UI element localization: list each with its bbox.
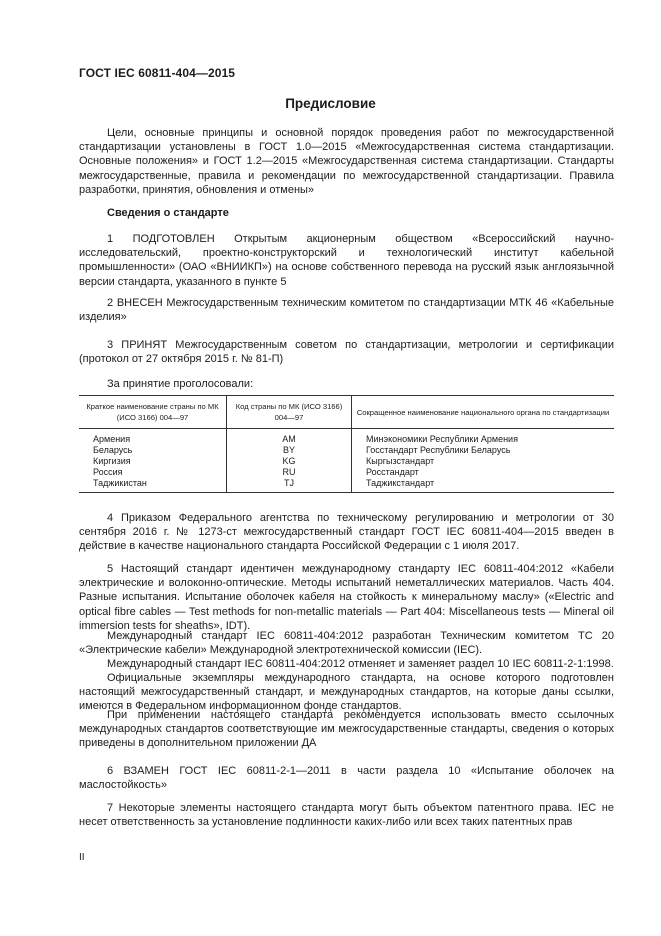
code-cell: TJ	[227, 478, 352, 493]
body-cell: Таджикстандарт	[352, 478, 615, 493]
page-number: II	[79, 852, 85, 863]
paragraph-3: 3 ПРИНЯТ Межгосударственным советом по стандартизации, метрологии и сертификации (протокол от 27 октября 2015 г. № 81-П)	[79, 339, 614, 366]
paragraph-4: 4 Приказом Федерального агентства по техническому регулированию и метрологии от 30 сентября 2016 г. № 1273-ст межгосударственный стандарт ГОСТ IEC 60811-404—2015 введен в действие в качестве национального стандарта Российской Федерации с 1 июля 2017.	[79, 512, 614, 553]
paragraph-6: 6 ВЗАМЕН ГОСТ IEC 60811-2-1—2011 в части раздела 10 «Испытание оболочек на маслостойкость»	[79, 765, 614, 792]
body-cell: Росстандарт	[352, 467, 615, 478]
table-header-body: Сокращенное наименование национального органа по стандартизации	[352, 396, 615, 429]
body-cell: Госстандарт Республики Беларусь	[352, 445, 615, 456]
country-cell: Беларусь	[93, 445, 133, 455]
paragraph-2: 2 ВНЕСЕН Межгосударственным техническим комитетом по стандартизации МТК 46 «Кабельные изделия»	[79, 297, 614, 324]
body-cell: Кыргызстандарт	[352, 456, 615, 467]
country-cell: Армения	[93, 434, 131, 444]
section-heading: Сведения о стандарте	[107, 207, 229, 219]
table-row	[79, 445, 614, 456]
code-cell: KG	[227, 456, 352, 467]
body-cell: Минэкономики Республики Армения	[352, 429, 615, 446]
table-row	[79, 478, 614, 493]
table-header-code: Код страны по МК (ИСО 3166) 004—97	[227, 396, 352, 429]
table-row	[79, 429, 614, 446]
voting-table	[79, 395, 614, 493]
paragraph-5d: Официальные экземпляры международного стандарта, на основе которого подготовлен настоящий межгосударственный стандарт, и международных стандартов, на которые даны ссылки, имеются в Федеральном информационном фонде стандартов.	[79, 672, 614, 713]
country-cell: Киргизия	[93, 456, 131, 466]
document-header: ГОСТ IEC 60811-404—2015	[79, 66, 236, 80]
paragraph-5b: Международный стандарт IEC 60811-404:2012 разработан Техническим комитетом ТС 20 «Электрические кабели» Международной электротехнической комиссии (IEC).	[79, 630, 614, 657]
code-cell: AM	[227, 429, 352, 446]
table-row	[79, 467, 614, 478]
paragraph-7: 7 Некоторые элементы настоящего стандарта могут быть объектом патентного права. IEC не несет ответственность за установление подлинности каких-либо или всех таких патентных прав	[79, 802, 614, 829]
intro-paragraph: Цели, основные принципы и основной порядок проведения работ по межгосударственной стандартизации установлены в ГОСТ 1.0—2015 «Межгосударственная система стандартизации. Основные положения» и ГОСТ 1.2—2015 «Межгосударственная система стандартизации. Стандарты межгосударственные, правила и рекомендации по межгосударственной стандартизации. Правила разработки, принятия, обновления и отмены»	[79, 127, 614, 196]
votes-label: За принятие проголосовали:	[107, 378, 254, 390]
code-cell: BY	[227, 445, 352, 456]
table-row	[79, 456, 614, 467]
paragraph-1: 1 ПОДГОТОВЛЕН Открытым акционерным обществом «Всероссийский научно-исследовательский, проектно-конструкторский и технологический институт кабельной промышленности» (ОАО «ВНИИКП») на основе собственного перевода на русский язык англоязычной версии стандарта, указанного в пункте 5	[79, 233, 614, 288]
country-cell: Таджикистан	[79, 478, 227, 493]
page-title: Предисловие	[285, 96, 376, 111]
country-cell: Россия	[93, 467, 123, 477]
paragraph-5e: При применении настоящего стандарта рекомендуется использовать вместо ссылочных международных стандартов соответствующие им межгосударственные стандарты, сведения о которых приведены в дополнительном приложении ДА	[79, 709, 614, 750]
paragraph-5: 5 Настоящий стандарт идентичен международному стандарту IEC 60811-404:2012 «Кабели электрические и волоконно-оптические. Методы испытаний неметаллических материалов. Часть 404. Разные испытания. Испытание оболочек кабеля на стойкость к минеральному маслу» («Electric and optical fibre cables — Test methods for non-metallic materials — Part 404: Miscellaneous tests — Mineral oil immersion tests for sheaths», IDT).	[79, 563, 614, 632]
paragraph-5c: Международный стандарт IEC 60811-404:2012 отменяет и заменяет раздел 10 IEC 60811-2-1:1998.	[107, 658, 614, 670]
code-cell: RU	[227, 467, 352, 478]
table-header-country: Краткое наименование страны по МК (ИСО 3166) 004—97	[79, 396, 227, 429]
